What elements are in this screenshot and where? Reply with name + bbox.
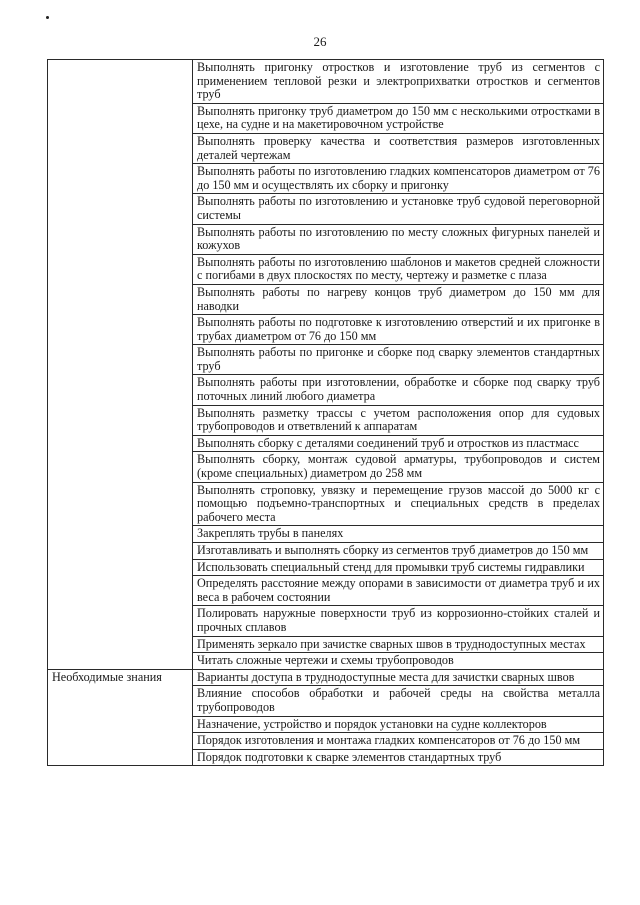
- skill-item: Изготавливать и выполнять сборку из сегментов труб диаметров до 150 мм: [193, 543, 604, 560]
- skill-item: Закреплять трубы в панелях: [193, 526, 604, 543]
- skill-item: Выполнять работы по изготовлению шаблонов и макетов средней сложности с погибами в двух плоскостях по месту, чертежу и разметке с плаза: [193, 254, 604, 284]
- table-row: [48, 60, 604, 104]
- skill-item: Выполнять работы при изготовлении, обработке и сборке под сварку труб поточных линий любого диаметра: [193, 375, 604, 405]
- knowledge-item: Порядок изготовления и монтажа гладких компенсаторов от 76 до 150 мм: [193, 733, 604, 750]
- knowledge-item: Назначение, устройство и порядок установки на судне коллекторов: [193, 716, 604, 733]
- knowledge-item: Порядок подготовки к сварке элементов стандартных труб: [193, 749, 604, 766]
- skill-item: Применять зеркало при зачистке сварных швов в труднодоступных местах: [193, 636, 604, 653]
- competency-table: [47, 59, 604, 766]
- skill-item: Выполнять сборку, монтаж судовой арматуры, трубопроводов и систем (кроме специальных) диаметром до 258 мм: [193, 452, 604, 482]
- skill-item: Использовать специальный стенд для промывки труб системы гидравлики: [193, 559, 604, 576]
- skill-item: Выполнять разметку трассы с учетом расположения опор для судовых трубопроводов и ответвлений к аппаратам: [193, 405, 604, 435]
- skill-item: Выполнять работы по изготовлению гладких компенсаторов диаметром от 76 до 150 мм и осуществлять их сборку и пригонку: [193, 164, 604, 194]
- skill-item: Выполнять пригонку труб диаметром до 150 мм с несколькими отростками в цехе, на судне и на макетировочном устройстве: [193, 103, 604, 133]
- skill-item: Выполнять работы по изготовлению и установке труб судовой переговорной системы: [193, 194, 604, 224]
- knowledge-item: Варианты доступа в труднодоступные места для зачистки сварных швов: [193, 669, 604, 686]
- page-number: 26: [313, 34, 327, 49]
- knowledge-section-label: Необходимые знания: [48, 669, 193, 766]
- skill-item: Выполнять работы по подготовке к изготовлению отверстий и их пригонке в трубах диаметром от 76 до 150 мм: [193, 315, 604, 345]
- skill-item: Читать сложные чертежи и схемы трубопроводов: [193, 653, 604, 670]
- skill-item: Полировать наружные поверхности труб из коррозионно-стойких сталей и прочных сплавов: [193, 606, 604, 636]
- skill-item: Выполнять пригонку отростков и изготовление труб из сегментов с применением тепловой резки и электроприхватки отростков и сегментов труб: [193, 60, 604, 104]
- scan-dot: [46, 16, 49, 19]
- skill-item: Выполнять строповку, увязку и перемещение грузов массой до 5000 кг с помощью подъемно-транспортных и специальных средств в пределах рабочего места: [193, 482, 604, 526]
- skill-item: Определять расстояние между опорами в зависимости от диаметра труб и их веса в рабочем состоянии: [193, 576, 604, 606]
- skill-item: Выполнять работы по изготовлению по месту сложных фигурных панелей и кожухов: [193, 224, 604, 254]
- skill-item: Выполнять проверку качества и соответствия размеров изготовленных деталей чертежам: [193, 133, 604, 163]
- skill-item: Выполнять работы по нагреву концов труб диаметром до 150 мм для наводки: [193, 284, 604, 314]
- skill-item: Выполнять сборку с деталями соединений труб и отростков из пластмасс: [193, 435, 604, 452]
- skill-item: Выполнять работы по пригонке и сборке под сварку элементов стандартных труб: [193, 345, 604, 375]
- knowledge-item: Влияние способов обработки и рабочей среды на свойства металла трубопроводов: [193, 686, 604, 716]
- skills-section-cell: [48, 60, 193, 670]
- table-row: [48, 669, 604, 686]
